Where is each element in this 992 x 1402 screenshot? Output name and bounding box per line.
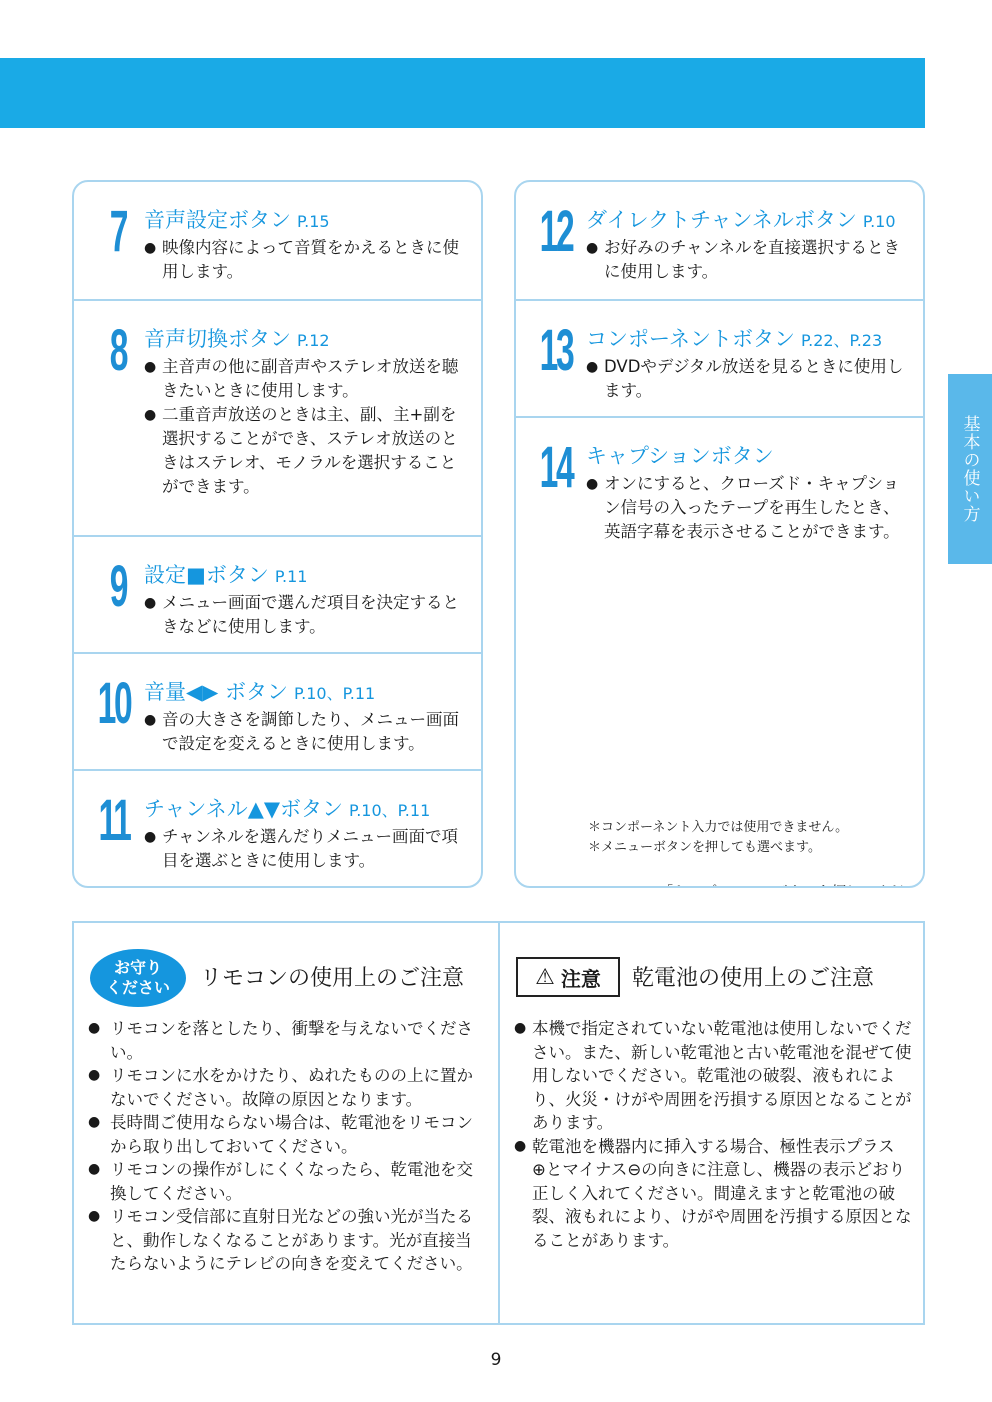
list-item: ● 乾電池を機器内に挿入する場合、極性表示プラス ⊕とマイナス⊖の向きに注意し、機器の表示どおり正しく入れてください。間違えますと乾電池の破裂、液もれにより、けがや周囲を汚損する原因となることがあります。 (514, 1135, 913, 1253)
item-description (586, 355, 913, 403)
item-title: ダイレクトチャンネルボタン P.10 (586, 208, 896, 232)
item-9 (74, 537, 481, 654)
item-number: 7 (109, 199, 127, 264)
item-13 (516, 301, 923, 418)
item-title: 音声設定ボタン P.15 (144, 208, 330, 232)
caution-badge: ⚠ 注意 (516, 957, 620, 997)
item-title: コンポーネントボタン P.22、P.23 (586, 327, 883, 351)
remote-caution (74, 923, 498, 1323)
bullet: ● 映像内容によって音質をかえるときに使用します。 (144, 236, 471, 284)
bullet: ● 二重音声放送のときは主、副、主+副を選択することができ、ステレオ放送のときはステレオ、モノラルを選択することができます。 (144, 403, 471, 499)
item-description (144, 236, 471, 284)
bullet: ● オンにすると、クローズド・キャプション信号の入ったテープを再生したとき、英語字幕を表示させることができます。 (586, 472, 913, 544)
item-number: 11 (98, 788, 130, 853)
list-item: ● 長時間ご使用ならない場合は、乾電池をリモコンから取り出しておいてください。 (88, 1111, 486, 1158)
omamori-badge: お守り ください (90, 949, 186, 1007)
top-banner (0, 58, 925, 128)
section-side-tab: 基本の使い方 (948, 374, 992, 564)
item-number: 9 (109, 554, 127, 619)
item-number: 8 (109, 318, 127, 383)
item-description (144, 708, 471, 756)
warning-triangle-icon: ⚠ (535, 964, 555, 990)
list-item: ● リモコンの操作がしにくくなったら、乾電池を交換してください。 (88, 1158, 486, 1205)
caption-instruction (586, 882, 906, 888)
list-item: ● リモコンを落としたり、衝撃を与えないでください。 (88, 1017, 486, 1064)
item-number: 10 (97, 671, 131, 736)
bullet: ● 主音声の他に副音声やステレオ放送を聴きたいときに使用します。 (144, 355, 471, 403)
bullet: ● メニュー画面で選んだ項目を決定するときなどに使用します。 (144, 591, 471, 639)
cautions-box (72, 921, 925, 1325)
item-description (144, 825, 471, 873)
item-title: 設定■ボタン P.11 (144, 563, 308, 587)
note: ＊コンポーネント入力では使用できません。 (588, 820, 849, 835)
item-description (144, 355, 471, 499)
item-title: 音量◀▶ ボタン P.10、P.11 (144, 680, 376, 704)
item-11 (74, 771, 481, 886)
item-description (144, 591, 471, 639)
item-12 (516, 182, 923, 301)
caption-notes (588, 818, 848, 858)
list-item: ● リモコンに水をかけたり、ぬれたものの上に置かないでください。故障の原因となります。 (88, 1064, 486, 1111)
battery-caution (500, 923, 925, 1323)
item-title: チャンネル▲▼ボタン P.10、P.11 (144, 797, 431, 821)
right-button-panel (514, 180, 925, 888)
bullet: ● 音の大きさを調節したり、メニュー画面で設定を変えるときに使用します。 (144, 708, 471, 756)
list-item: ● リモコン受信部に直射日光などの強い光が当たると、動作しなくなることがあります。光が直接当たらないようにテレビの向きを変えてください。 (88, 1205, 486, 1276)
page-number: 9 (490, 1350, 502, 1370)
bullet: ● チャンネルを選んだりメニュー画面で項目を選ぶときに使用します。 (144, 825, 471, 873)
item-description (586, 472, 913, 544)
list-item: ● 本機で指定されていない乾電池は使用しないでください。また、新しい乾電池と古い乾電池を混ぜて使用しないでください。乾電池の破裂、液もれにより、火災・けがや周囲を汚損する原因となることがあります。 (514, 1017, 913, 1135)
item-number: 13 (539, 318, 573, 383)
item-7 (74, 182, 481, 301)
item-title: キャプションボタン (586, 444, 774, 468)
item-number: 14 (539, 435, 573, 500)
remote-caution-list (88, 1017, 486, 1276)
remote-caution-heading: リモコンの使用上のご注意 (200, 966, 465, 991)
note: ＊メニューボタンを押しても選べます。 (588, 840, 821, 855)
bullet: ● DVDやデジタル放送を見るときに使用します。 (586, 355, 913, 403)
item-10 (74, 654, 481, 771)
left-button-panel (72, 180, 483, 888)
item-14 (516, 418, 923, 886)
item-8 (74, 301, 481, 537)
battery-caution-heading: 乾電池の使用上のご注意 (632, 966, 875, 991)
item-title: 音声切換ボタン P.12 (144, 327, 330, 351)
battery-caution-list (514, 1017, 913, 1252)
item-description (586, 236, 913, 284)
bullet: ● お好みのチャンネルを直接選択するときに使用します。 (586, 236, 913, 284)
item-number: 12 (539, 199, 573, 264)
